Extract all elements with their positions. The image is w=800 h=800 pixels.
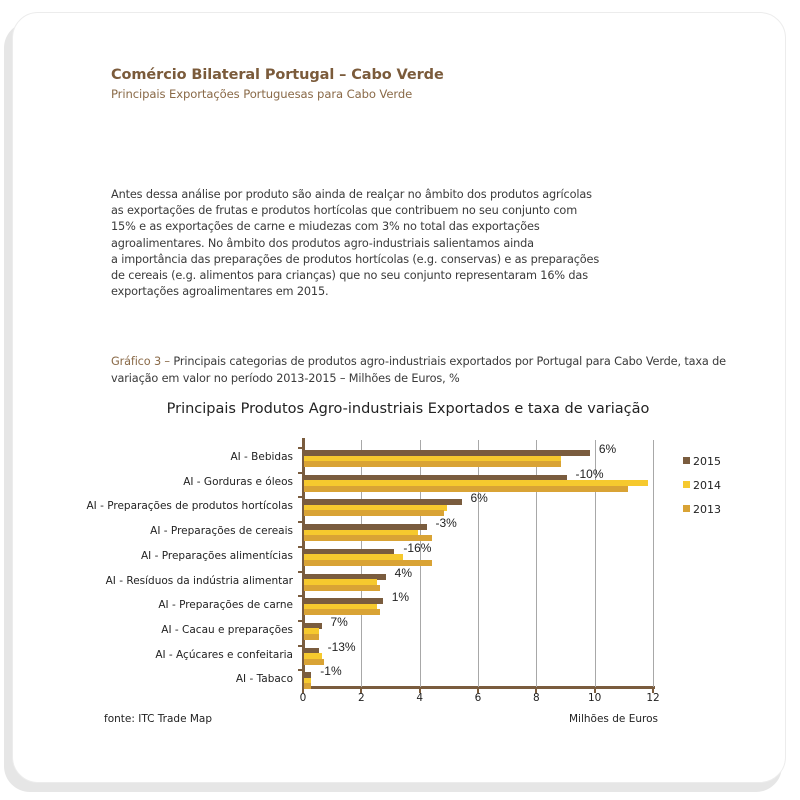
chart-plot-area bbox=[303, 440, 653, 687]
x-tick-label: 12 bbox=[646, 692, 660, 704]
category-label: AI - Preparações de cereais bbox=[150, 525, 293, 538]
body-line: 15% e as exportações de carne e miudezas com 3% no total das exportações bbox=[111, 220, 540, 234]
bar-2013 bbox=[304, 683, 311, 689]
category-label: AI - Açúcares e confeitaria bbox=[155, 648, 293, 661]
caption-text: Principais categorias de produtos agro-industriais exportados por Portugal para Cabo Verde, taxa de variação em valor no período 2013-2015 – Milhões de Euros, % bbox=[111, 355, 726, 385]
category-label: AI - Preparações de produtos hortícolas bbox=[86, 500, 293, 513]
y-tick bbox=[298, 546, 303, 548]
category-label: AI - Preparações alimentícias bbox=[141, 549, 293, 562]
body-line: de cereais (e.g. alimentos para crianças) que no seu conjunto representaram 16% das bbox=[111, 269, 588, 283]
category-label: AI - Tabaco bbox=[235, 673, 293, 686]
figure-caption bbox=[111, 353, 751, 387]
body-line: agroalimentares. No âmbito dos produtos agro-industriais salientamos ainda bbox=[111, 236, 534, 250]
y-tick bbox=[298, 620, 303, 622]
legend-swatch-icon bbox=[683, 481, 690, 488]
y-tick bbox=[298, 645, 303, 647]
y-tick bbox=[298, 571, 303, 573]
category-label: AI - Preparações de carne bbox=[158, 599, 293, 612]
y-tick bbox=[298, 496, 303, 498]
body-line: as exportações de frutas e produtos hortícolas que contribuem no seu conjunto com bbox=[111, 204, 578, 218]
y-tick bbox=[298, 595, 303, 597]
legend-swatch-icon bbox=[683, 505, 690, 512]
bar-2013 bbox=[304, 510, 444, 516]
x-tick-label: 10 bbox=[587, 692, 602, 704]
variation-label: 1% bbox=[391, 590, 410, 605]
page-subtitle: Principais Exportações Portuguesas para Cabo Verde bbox=[111, 87, 413, 101]
bar-2013 bbox=[304, 585, 380, 591]
x-tick-label: 8 bbox=[532, 692, 540, 704]
gridline bbox=[653, 440, 654, 687]
variation-label: -1% bbox=[320, 664, 342, 679]
variation-label: 6% bbox=[598, 442, 617, 456]
chart-title: Principais Produtos Agro-industriais Exportados e taxa de variação bbox=[166, 401, 650, 417]
variation-label: -16% bbox=[403, 540, 432, 555]
x-tick-label: 6 bbox=[474, 692, 482, 704]
variation-label: -10% bbox=[575, 466, 604, 481]
variation-label: -3% bbox=[435, 516, 457, 531]
bar-2013 bbox=[304, 634, 319, 640]
variation-label: 4% bbox=[394, 565, 412, 580]
y-tick bbox=[298, 521, 303, 523]
body-paragraph bbox=[111, 187, 611, 300]
legend-item-2013: 2013 bbox=[683, 503, 721, 516]
x-axis-title: Milhões de Euros bbox=[569, 713, 658, 725]
category-label: AI - Bebidas bbox=[230, 451, 293, 463]
body-line: exportações agroalimentares em 2015. bbox=[111, 285, 329, 299]
bar-2013 bbox=[304, 560, 432, 566]
bar-2013 bbox=[304, 461, 561, 467]
y-tick bbox=[298, 472, 303, 474]
variation-label: 6% bbox=[470, 491, 488, 506]
caption-lead: Gráfico 3 – bbox=[111, 355, 170, 368]
category-label: AI - Resíduos da indústria alimentar bbox=[105, 574, 293, 587]
legend-item-2014: 2014 bbox=[683, 479, 721, 492]
y-tick bbox=[298, 669, 303, 671]
body-line: Antes dessa análise por produto são ainda de realçar no âmbito dos produtos agrícolas bbox=[111, 188, 592, 201]
x-tick-label: 0 bbox=[299, 692, 307, 704]
category-label: AI - Cacau e preparações bbox=[161, 623, 293, 636]
body-line: a importância das preparações de produtos hortícolas (e.g. conservas) e as preparações bbox=[111, 252, 600, 266]
y-tick bbox=[298, 447, 303, 449]
legend-swatch-icon bbox=[683, 457, 690, 464]
source-note: fonte: ITC Trade Map bbox=[104, 713, 213, 725]
bar-2013 bbox=[304, 486, 628, 492]
legend-item-2015: 2015 bbox=[683, 455, 721, 468]
page-title: Comércio Bilateral Portugal – Cabo Verde bbox=[111, 67, 444, 83]
category-label: AI - Gorduras e óleos bbox=[183, 475, 293, 488]
variation-label: -13% bbox=[327, 639, 356, 654]
variation-label: 7% bbox=[330, 614, 348, 629]
x-tick-label: 4 bbox=[416, 692, 423, 704]
x-axis bbox=[303, 686, 655, 689]
x-tick-label: 2 bbox=[357, 692, 365, 704]
